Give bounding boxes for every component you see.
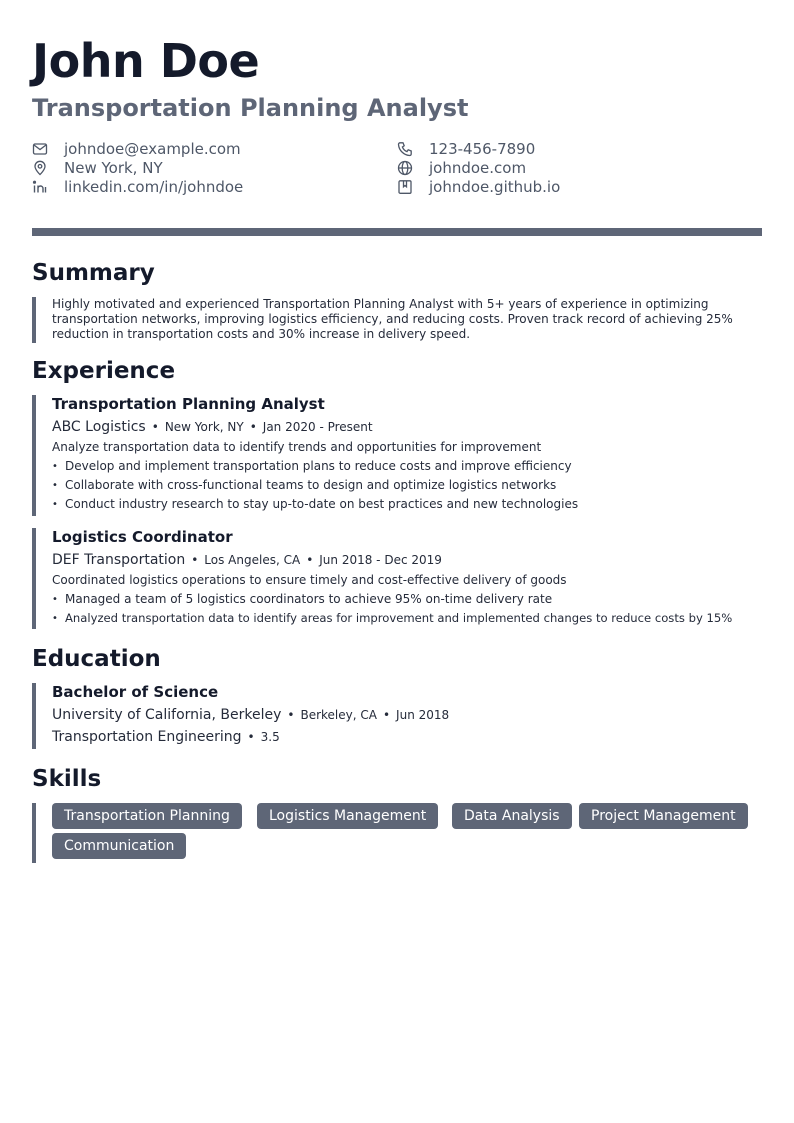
separator-dot: • [191, 553, 199, 567]
summary-block [52, 297, 762, 342]
education-field-row [52, 725, 762, 747]
contact-website-text: johndoe.com [429, 158, 527, 177]
linkedin-icon [32, 179, 48, 195]
phone-icon [397, 141, 413, 157]
job-title: Logistics Coordinator [52, 528, 233, 546]
skill-tag: Communication [52, 833, 186, 859]
contact-email-text: johndoe@example.com [64, 139, 241, 158]
contact-phone-text: 123-456-7890 [429, 139, 536, 158]
education-entry [52, 681, 762, 747]
bookmark-icon [397, 179, 413, 195]
job-location: New York, NY [164, 420, 244, 434]
bullet-dot: • [52, 613, 58, 624]
skills-accent-bar [32, 803, 36, 863]
contact-github-text: johndoe.github.io [429, 177, 561, 196]
job-meta [52, 415, 762, 437]
job-bullet [52, 590, 762, 609]
education-accent-bar [32, 683, 36, 749]
job-bullet [52, 609, 762, 628]
summary-text: Highly motivated and experienced Transportation Planning Analyst with 5+ years of experience in optimizing transportation networks, improving logistics efficiency, and reducing costs. Proven track record of achieving 25% reduction in transportation costs and 30% increase in delivery speed. [52, 297, 733, 341]
map-pin-icon [32, 160, 48, 176]
experience-accent-bar [32, 395, 36, 516]
gpa: 3.5 [260, 730, 280, 744]
globe-icon [397, 160, 413, 176]
header-divider [32, 228, 762, 236]
bullet-text: Managed a team of 5 logistics coordinators to achieve 95% on-time delivery rate [65, 592, 553, 606]
skill-tag: Project Management [579, 803, 748, 829]
skills-list [52, 803, 762, 859]
job-dates: Jun 2018 - Dec 2019 [319, 553, 442, 567]
school: University of California, Berkeley [52, 707, 282, 723]
separator-dot: • [249, 420, 257, 434]
experience-heading: Experience [32, 358, 176, 384]
job-company: ABC Logistics [52, 419, 146, 435]
contact-linkedin-text: linkedin.com/in/johndoe [64, 177, 244, 196]
job-bullet [52, 457, 762, 476]
graduation-date: Jun 2018 [396, 708, 450, 722]
separator-dot: • [287, 708, 295, 722]
bullet-dot: • [52, 461, 58, 472]
experience-entry [52, 526, 762, 628]
skill-tag: Logistics Management [257, 803, 438, 829]
skill-tag: Transportation Planning [52, 803, 242, 829]
skills-heading: Skills [32, 766, 102, 792]
bullet-text: Collaborate with cross-functional teams to design and optimize logistics networks [65, 478, 557, 492]
job-description: Coordinated logistics operations to ensure timely and cost-effective delivery of goods [52, 573, 567, 587]
bullet-text: Analyzed transportation data to identify areas for improvement and implemented changes to reduce costs by 15% [65, 611, 733, 625]
contact-website[interactable] [397, 158, 526, 177]
education-heading: Education [32, 646, 161, 672]
job-description: Analyze transportation data to identify trends and opportunities for improvement [52, 440, 542, 454]
education-meta [52, 703, 762, 725]
separator-dot: • [247, 730, 255, 744]
bullet-dot: • [52, 499, 58, 510]
separator-dot: • [151, 420, 159, 434]
bullet-dot: • [52, 594, 58, 605]
contact-location-text: New York, NY [64, 158, 163, 177]
bullet-text: Conduct industry research to stay up-to-date on best practices and new technologies [65, 497, 579, 511]
job-dates: Jan 2020 - Present [262, 420, 373, 434]
separator-dot: • [306, 553, 314, 567]
experience-accent-bar [32, 528, 36, 629]
summary-heading: Summary [32, 260, 155, 286]
job-location: Los Angeles, CA [204, 553, 301, 567]
mail-icon [32, 141, 48, 157]
degree: Bachelor of Science [52, 683, 219, 701]
separator-dot: • [382, 708, 391, 722]
contact-location [32, 158, 163, 177]
job-bullet [52, 476, 762, 495]
contact-email[interactable] [32, 139, 241, 158]
job-bullet [52, 495, 762, 514]
job-company: DEF Transportation [52, 552, 186, 568]
contact-github[interactable] [397, 177, 560, 196]
contact-linkedin[interactable] [32, 177, 243, 196]
summary-accent-bar [32, 297, 36, 343]
resume-name: John Doe [32, 34, 260, 88]
resume-title: Transportation Planning Analyst [32, 94, 469, 122]
field-of-study: Transportation Engineering [52, 729, 242, 745]
bullet-dot: • [52, 480, 58, 491]
experience-entry [52, 393, 762, 514]
bullet-text: Develop and implement transportation plans to reduce costs and improve efficiency [65, 459, 572, 473]
job-title: Transportation Planning Analyst [52, 395, 325, 413]
school-location: Berkeley, CA [300, 708, 377, 722]
job-meta [52, 548, 762, 570]
skill-tag: Data Analysis [452, 803, 572, 829]
contact-phone[interactable] [397, 139, 535, 158]
